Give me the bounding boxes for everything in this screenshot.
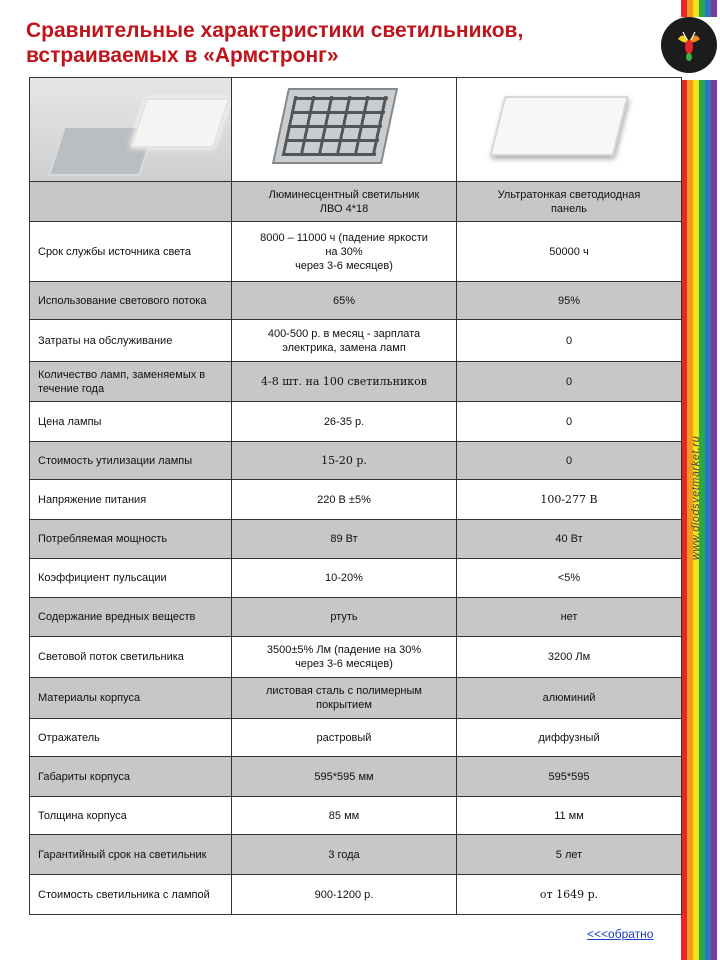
- fluorescent-fixture-photo: [232, 78, 457, 182]
- row-label: Количество ламп, заменяемых в течение года: [30, 362, 232, 402]
- fluorescent-value: [232, 835, 457, 875]
- cell-line: растровый: [316, 731, 372, 744]
- fluorescent-value: [232, 757, 457, 797]
- cell-line: 0: [565, 375, 573, 388]
- cell-line: ртуть: [330, 611, 358, 623]
- table-row: [30, 719, 682, 757]
- cell-line: <5%: [557, 572, 581, 584]
- header-empty-cell: [30, 182, 232, 222]
- header-fluorescent: Люминесцентный светильник ЛВО 4*18: [232, 182, 457, 222]
- led-value: [457, 362, 682, 402]
- cell-line: 26-35 р.: [323, 415, 365, 428]
- table-row: [30, 282, 682, 320]
- rainbow-stripes-top: [681, 0, 717, 17]
- cell-line: 95%: [557, 294, 581, 307]
- table-row: [30, 835, 682, 875]
- cell-line: 595*595: [548, 770, 590, 783]
- row-label: Использование светового потока: [30, 282, 232, 320]
- title-line-1: Сравнительные характеристики светильников,: [26, 19, 524, 42]
- cell-line: 3500±5% Лм (падение на 30%: [266, 644, 422, 656]
- fluorescent-value: [232, 719, 457, 757]
- fluorescent-value: [232, 520, 457, 559]
- fluorescent-value: [232, 598, 457, 637]
- cell-line: алюминий: [542, 692, 596, 704]
- fluorescent-value: [232, 875, 457, 915]
- row-label: Потребляемая мощность: [30, 520, 232, 559]
- cell-line: от 1649 р.: [539, 887, 599, 901]
- row-label: Коэффициент пульсации: [30, 559, 232, 598]
- cell-line: через 3-6 месяцев): [295, 658, 393, 670]
- cell-line: 0: [565, 454, 573, 467]
- led-value: [457, 598, 682, 637]
- table-row: [30, 875, 682, 915]
- fluorescent-value: [232, 362, 457, 402]
- watermark-url: www.diodsvetmarket.ru: [690, 435, 702, 560]
- cell-line: покрытием: [316, 699, 372, 711]
- back-link[interactable]: <<<обратно: [587, 927, 654, 941]
- cell-line: 400-500 р. в месяц - зарплата: [267, 327, 421, 340]
- cell-line: 220 В ±5%: [317, 493, 371, 506]
- led-value: [457, 835, 682, 875]
- cell-line: 100-277 В: [540, 492, 598, 506]
- table-row: [30, 598, 682, 637]
- fluorescent-value: [232, 442, 457, 480]
- header-row: [30, 182, 682, 222]
- fluorescent-value: [232, 222, 457, 282]
- title-line-2: встраиваемых в «Армстронг»: [26, 44, 339, 67]
- row-label: Напряжение питания: [30, 480, 232, 520]
- cell-line: 50000 ч: [549, 245, 589, 258]
- row-label: Затраты на обслуживание: [30, 320, 232, 362]
- image-row: [30, 78, 682, 182]
- led-value: [457, 678, 682, 719]
- led-value: [457, 875, 682, 915]
- fluorescent-value: [232, 320, 457, 362]
- led-value: [457, 282, 682, 320]
- cell-line: 3200 Лм: [547, 651, 591, 663]
- cell-line: 0: [565, 415, 573, 428]
- row-label: Габариты корпуса: [30, 757, 232, 797]
- cell-line: 85 мм: [328, 809, 360, 822]
- led-value: [457, 559, 682, 598]
- table-row: [30, 797, 682, 835]
- table-row: [30, 757, 682, 797]
- cell-line: через 3-6 месяцев): [295, 259, 393, 272]
- cell-line: 11 мм: [554, 809, 584, 822]
- led-value: [457, 520, 682, 559]
- fluorescent-value: [232, 637, 457, 678]
- table-row: [30, 559, 682, 598]
- row-label: Отражатель: [30, 719, 232, 757]
- led-panel-photo: [457, 78, 682, 182]
- led-value: [457, 719, 682, 757]
- fluorescent-value: [232, 402, 457, 442]
- row-label: Гарантийный срок на светильник: [30, 835, 232, 875]
- row-label: Срок службы источника света: [30, 222, 232, 282]
- page-title: [26, 18, 646, 68]
- led-value: [457, 637, 682, 678]
- cell-line: 5 лет: [555, 848, 583, 861]
- row-label: Стоимость утилизации лампы: [30, 442, 232, 480]
- table-row: [30, 402, 682, 442]
- led-value: [457, 797, 682, 835]
- cell-line: 3 года: [328, 848, 360, 861]
- led-value: [457, 480, 682, 520]
- table-row: [30, 222, 682, 282]
- cell-line: 4-8 шт. на 100 светильников: [260, 374, 427, 388]
- cell-line: 595*595 мм: [314, 770, 374, 783]
- table-body: [30, 222, 682, 915]
- cell-line: 40 Вт: [555, 533, 583, 545]
- cell-line: 65%: [332, 294, 356, 307]
- cell-line: нет: [560, 611, 578, 623]
- table-row: [30, 362, 682, 402]
- led-value: [457, 402, 682, 442]
- header-led-panel: Ультратонкая светодиодная панель: [457, 182, 682, 222]
- cell-line: листовая сталь с полимерным: [266, 685, 422, 697]
- row-label: Цена лампы: [30, 402, 232, 442]
- table-row: [30, 320, 682, 362]
- table-row: [30, 480, 682, 520]
- cell-line: электрика, замена ламп: [282, 341, 406, 354]
- comparison-table: [29, 77, 682, 915]
- cell-line: 89 Вт: [330, 533, 358, 545]
- fluorescent-value: [232, 282, 457, 320]
- led-value: [457, 442, 682, 480]
- cell-line: диффузный: [538, 731, 600, 744]
- table-row: [30, 520, 682, 559]
- row-label: Световой поток светильника: [30, 637, 232, 678]
- table-row: [30, 637, 682, 678]
- row-label: Толщина корпуса: [30, 797, 232, 835]
- fluorescent-value: [232, 559, 457, 598]
- led-value: [457, 320, 682, 362]
- row-label: Материалы корпуса: [30, 678, 232, 719]
- row-label: Стоимость светильника с лампой: [30, 875, 232, 915]
- cell-line: 10-20%: [325, 572, 363, 584]
- led-value: [457, 757, 682, 797]
- ceiling-photo: [30, 78, 232, 182]
- led-value: [457, 222, 682, 282]
- table-row: [30, 678, 682, 719]
- cell-line: на 30%: [325, 245, 363, 258]
- cell-line: 8000 – 11000 ч (падение яркости: [260, 231, 428, 244]
- cell-line: 15-20 р.: [321, 453, 367, 467]
- cell-line: 0: [565, 334, 573, 347]
- cell-line: 900-1200 р.: [314, 888, 374, 901]
- firefly-logo-icon: [661, 17, 717, 73]
- fluorescent-value: [232, 480, 457, 520]
- fluorescent-value: [232, 678, 457, 719]
- fluorescent-value: [232, 797, 457, 835]
- row-label: Содержание вредных веществ: [30, 598, 232, 637]
- table-row: [30, 442, 682, 480]
